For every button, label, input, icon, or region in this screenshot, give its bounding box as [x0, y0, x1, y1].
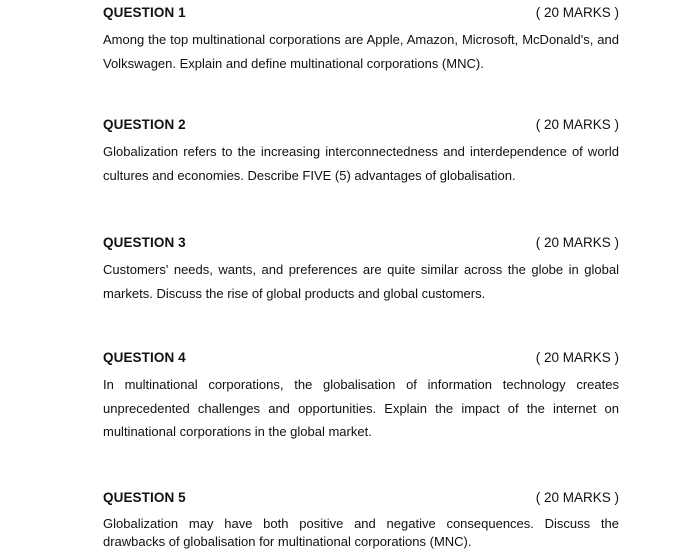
question-text: In multinational corporations, the globalisation of information technology creates unprecedented challenges and opportunities. Explain the impact of the internet on multinational corporations in the global market. [103, 377, 619, 439]
question-5 [103, 488, 619, 551]
question-header [103, 348, 619, 368]
question-header [103, 115, 619, 135]
question-title: QUESTION 5 [103, 490, 186, 505]
question-text: Customers' needs, wants, and preferences are quite similar across the globe in global markets. Discuss the rise of global products and global customers. [103, 262, 619, 301]
question-4 [103, 348, 619, 444]
question-marks: ( 20 MARKS ) [535, 5, 619, 20]
question-text: Globalization may have both positive and negative consequences. Discuss the drawbacks of globalisation for multinational corporations (MNC). [103, 516, 619, 549]
question-header [103, 233, 619, 253]
question-title: QUESTION 3 [103, 235, 186, 250]
question-2 [103, 115, 619, 187]
question-1 [103, 3, 619, 75]
question-text: Among the top multinational corporations are Apple, Amazon, Microsoft, McDonald's, and Volkswagen. Explain and define multinational corporations (MNC). [103, 32, 619, 71]
question-3 [103, 233, 619, 305]
question-marks: ( 20 MARKS ) [535, 235, 619, 250]
question-header [103, 3, 619, 23]
question-marks: ( 20 MARKS ) [535, 490, 619, 505]
question-header [103, 488, 619, 508]
question-title: QUESTION 1 [103, 5, 186, 20]
question-title: QUESTION 2 [103, 117, 186, 132]
question-marks: ( 20 MARKS ) [535, 350, 619, 365]
question-marks: ( 20 MARKS ) [535, 117, 619, 132]
question-text: Globalization refers to the increasing interconnectedness and interdependence of world cultures and economies. Describe FIVE (5) advantages of globalisation. [103, 144, 619, 183]
question-title: QUESTION 4 [103, 350, 186, 365]
